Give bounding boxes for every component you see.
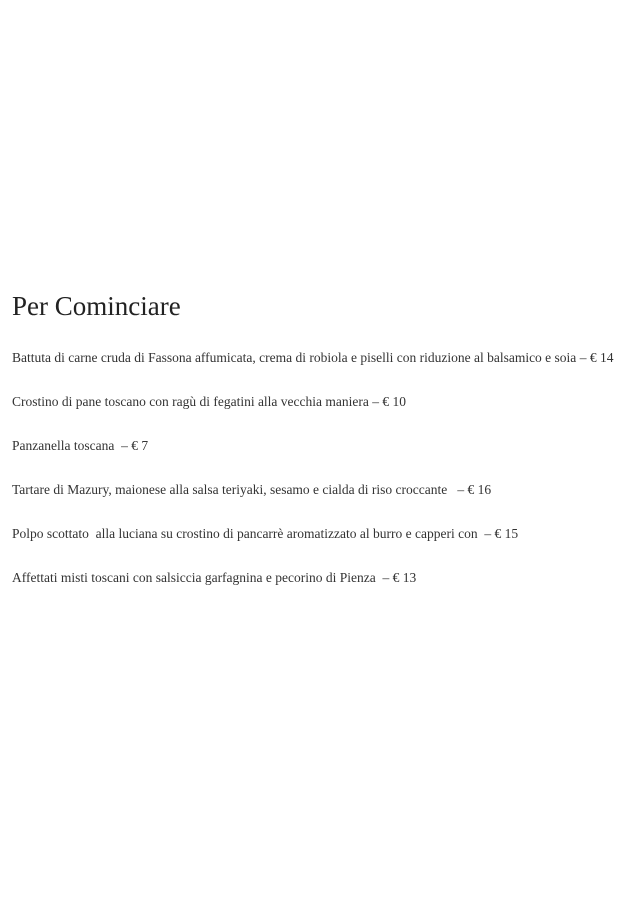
item-price: – € 7 bbox=[114, 438, 149, 453]
item-price: – € 13 bbox=[375, 570, 417, 585]
menu-item bbox=[12, 346, 632, 370]
menu-item bbox=[12, 390, 632, 414]
item-price: – € 14 bbox=[576, 350, 614, 365]
item-description: Battuta di carne cruda di Fassona affumicata, crema di robiola e piselli con riduzione al balsamico e soia bbox=[12, 350, 577, 365]
item-description: Tartare di Mazury, maionese alla salsa teriyaki, sesamo e cialda di riso croccante bbox=[12, 482, 448, 497]
menu-list bbox=[12, 346, 632, 590]
item-description: Crostino di pane toscano con ragù di fegatini alla vecchia maniera bbox=[12, 394, 369, 409]
menu-section bbox=[12, 288, 632, 610]
menu-item bbox=[12, 522, 632, 546]
item-price: – € 15 bbox=[477, 526, 519, 541]
item-description: Polpo scottato alla luciana su crostino di pancarrè aromatizzato al burro e capperi con bbox=[12, 526, 478, 541]
menu-item bbox=[12, 478, 632, 502]
item-price: – € 10 bbox=[368, 394, 406, 409]
item-price: – € 16 bbox=[447, 482, 492, 497]
item-description: Panzanella toscana bbox=[12, 438, 115, 453]
menu-item bbox=[12, 566, 632, 590]
section-title: Per Cominciare bbox=[12, 291, 181, 321]
item-description: Affettati misti toscani con salsiccia garfagnina e pecorino di Pienza bbox=[12, 570, 376, 585]
menu-item bbox=[12, 434, 632, 458]
